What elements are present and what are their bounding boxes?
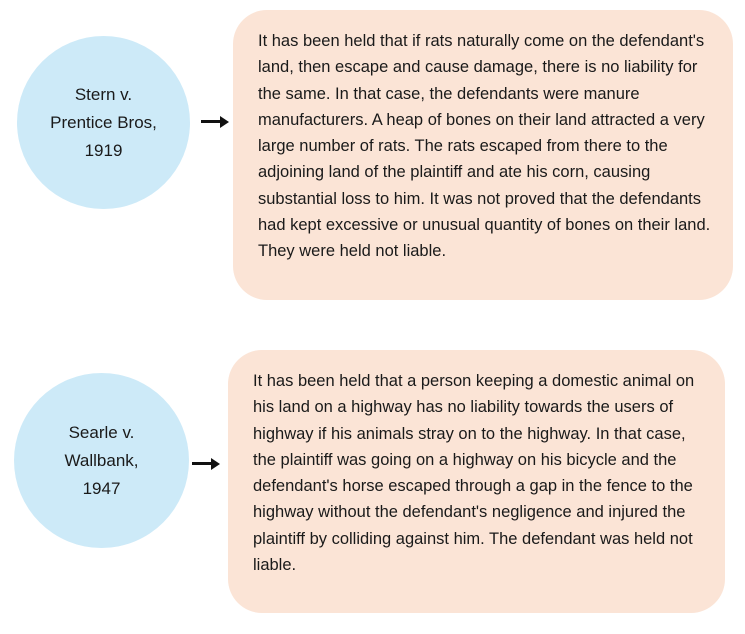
- case-description-box-searle: [228, 350, 725, 613]
- case-name-line: Prentice Bros,: [50, 112, 157, 132]
- arrow-head: [211, 458, 220, 470]
- case-name-line: Wallbank,: [64, 450, 139, 470]
- case-circle-stern: [17, 36, 190, 209]
- arrow-right-icon: [201, 115, 231, 129]
- case-description: It has been held that a person keeping a domestic animal on his land on a highway has no liability towards the users of highway if his animals stray on to the highway. In that case, the plaintiff was going on a highway on his bicycle and the defendant's horse escaped through a gap in the fence to the highway without the defendant's negligence and injured the plaintiff by colliding against him. The defendant was held not liable.: [253, 372, 695, 575]
- case-name-line: 1947: [82, 478, 121, 498]
- case-name-line: Searle v.: [68, 422, 135, 442]
- case-description-box-stern: [233, 10, 733, 300]
- case-name: [64, 419, 138, 503]
- arrow-shaft: [201, 120, 222, 123]
- case-name: [50, 81, 157, 165]
- case-name-line: Stern v.: [74, 84, 133, 104]
- arrow-shaft: [192, 462, 213, 465]
- case-description: It has been held that if rats naturally come on the defendant's land, then escape and cause damage, there is no liability for the same. In that case, the defendants were manure manufacturers. A heap of bones on their land attracted a very large number of rats. The rats escaped from there to the adjoining land of the plaintiff and ate his corn, causing substantial loss to him. It was not proved that the defendants had kept excessive or unusual quantity of bones on their land. They were held not liable.: [258, 32, 711, 261]
- case-name-line: 1919: [84, 140, 123, 160]
- arrow-head: [220, 116, 229, 128]
- case-circle-searle: [14, 373, 189, 548]
- arrow-right-icon: [192, 457, 222, 471]
